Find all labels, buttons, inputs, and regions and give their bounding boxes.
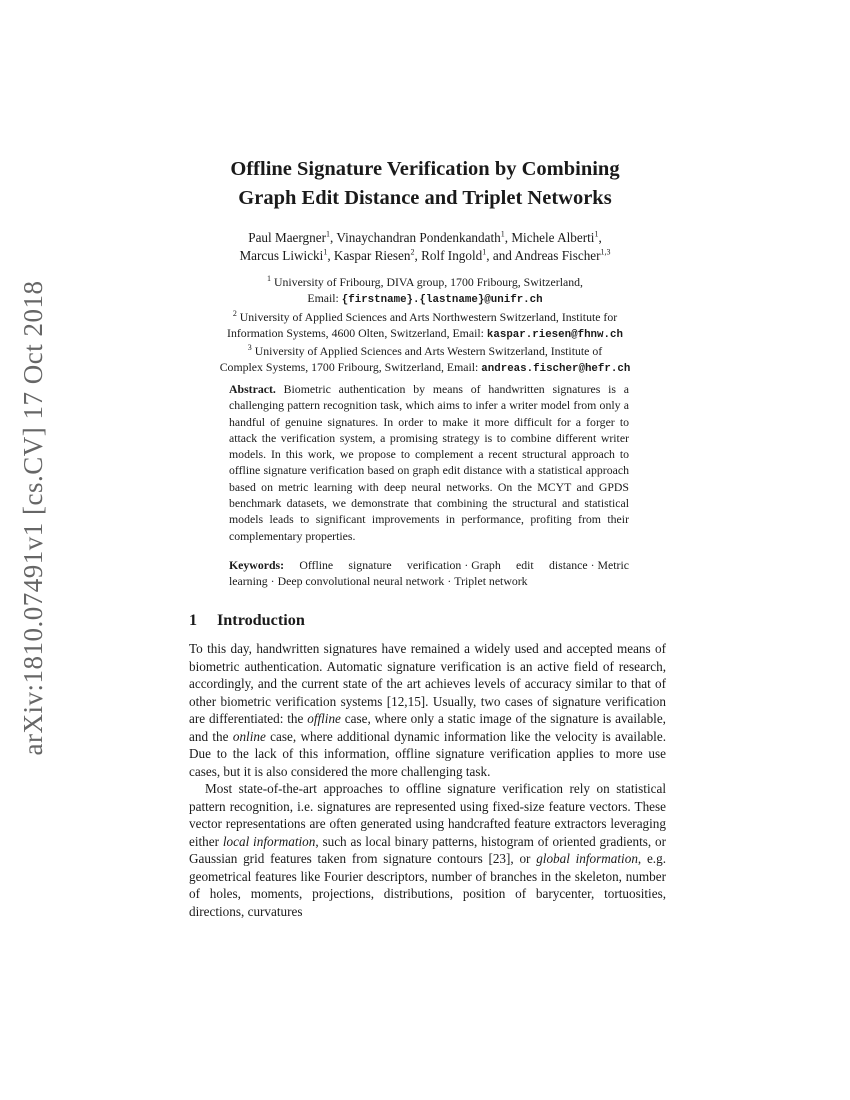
author-affil-mark: 1 [482,247,487,257]
affiliation [150,343,700,378]
keyword-separator: · [590,557,595,572]
emph-text: online [232,728,266,744]
author-line [150,247,700,265]
author-separator: , [504,230,512,245]
author-separator: , [486,248,493,263]
emph-text: offline [307,711,341,726]
body-text-run: , e.g. geometrical features like Fourier descriptors, number of branches in the skeleton, number of holes, moments, projections, distributions, position of barycenter, tortuosities, directions, curvatures [189,851,666,919]
affiliation [150,274,700,309]
email-address: kaspar.riesen@fhnw.ch [486,328,623,341]
abstract-paragraph [229,381,629,544]
affiliation-line [150,343,700,359]
affiliation-text: Complex Systems, 1700 Fribourg, Switzerland, Email: [219,360,482,375]
author-affil-mark: 2 [410,247,415,257]
affiliation-line [150,359,700,377]
emph-text: local information [222,833,316,849]
section-number: 1 [189,611,198,629]
emph-text: global information [536,851,638,866]
body-text-run: case, where only a static image of the signature is available, and the [189,711,666,744]
author-name: Paul Maergner [248,230,326,245]
keyword: Metric learning [229,557,629,589]
author-affil-mark: 1 [323,247,328,257]
author-and: and [492,248,512,263]
affiliation-line [150,274,700,290]
author-list [150,229,700,265]
section-heading [189,611,305,630]
affiliation-text: Information Systems, 4600 Olten, Switzerland, Email: [227,325,487,340]
keyword: Deep convolutional neural network [277,574,445,589]
author-separator: , [330,230,337,245]
author-affil-mark: 1 [500,229,505,239]
author-affil-mark: 1 [594,229,599,239]
affiliation-mark: 2 [232,308,237,318]
author-separator: , [598,230,602,245]
abstract-label: Abstract. [229,382,276,396]
email-address: {firstname}.{lastname}@unifr.ch [341,294,543,307]
author-name: Marcus Liwicki [239,248,324,263]
keyword-separator: · [464,557,469,572]
keyword-separator: · [270,574,275,589]
affiliation-line [150,309,700,325]
body-text [189,640,666,920]
affiliation [150,309,700,344]
body-text-run: , such as local binary patterns, histogram of oriented gradients, or Gaussian grid features taken from signature contours [23], or [189,833,666,866]
abstract-text: Biometric authentication by means of handwritten signatures is a challenging pattern recognition task, which aims to infer a writer model from only a handful of genuine signatures. In order to make it more difficult for a forger to attack the verification system, a promising strategy is to combine different writer models. In this work, we propose to complement a recent structural approach to offline signature verification based on graph edit distance with a statistical approach based on metric learning with deep neural networks. On the MCYT and GPDS benchmark datasets, we demonstrate that combining the structural and statistical models leads to significant improvements in performance, profiting from their complementary properties. [229,382,630,543]
author-line [150,229,700,247]
keyword-separator: · [447,574,452,589]
author-separator: , [327,248,334,263]
affiliation-text: Email: [307,291,342,306]
body-text-run: Most state-of-the-art approaches to offline signature verification rely on statistical pattern recognition, i.e. signatures are represented using fixed-size feature vectors. These vector representations are often generated using handcrafted feature extractors leveraging either [189,781,666,849]
abstract-block [229,381,629,590]
author-name: Kaspar Riesen [333,248,411,263]
affiliation-line [150,325,700,343]
author-separator: , [414,248,422,263]
body-paragraph [189,780,666,920]
title-line: Offline Signature Verification by Combining [230,158,620,180]
affiliation-mark: 3 [247,343,252,353]
body-text-run: To this day, handwritten signatures have remained a widely used and accepted means of biometric authentication. Automatic signature verification is an active field of research, accordingly, and the current state of the art achieves levels of accuracy similar to that of other biometric verification systems [12,15]. Usually, two cases of signature verification are differentiated: the [189,641,666,726]
keyword: Graph edit distance [471,557,588,572]
author-affil-mark: 1,3 [600,247,611,257]
keywords-label: Keywords: [229,557,285,572]
keyword: Offline signature verification [299,557,462,572]
affiliation-list [150,274,700,378]
affiliation-line [150,290,700,308]
author-name: Vinaychandran Pondenkandath [336,230,501,245]
author-name: Rolf Ingold [421,248,483,263]
affiliation-text: University of Applied Sciences and Arts Western Switzerland, Institute of [254,344,603,359]
affiliation-text: University of Fribourg, DIVA group, 1700 Fribourg, Switzerland, [273,275,583,289]
author-name: Andreas Fischer [514,248,601,263]
keywords-paragraph [229,557,629,590]
affiliation-text: University of Applied Sciences and Arts Northwestern Switzerland, Institute for [239,309,618,324]
keyword: Triplet network [454,574,528,589]
section-title: Introduction [217,611,305,629]
body-paragraph [189,640,666,780]
author-name: Michele Alberti [511,230,595,245]
paper-title [150,155,700,213]
author-affil-mark: 1 [326,229,330,239]
affiliation-mark: 1 [267,274,272,284]
arxiv-identifier: arXiv:1810.07491v1 [cs.CV] 17 Oct 2018 [18,280,48,756]
body-text-run: case, where additional dynamic information like the velocity is available. Due to the lack of this information, offline signature verification applies to more use cases, but it is also considered the more challenging task. [189,728,666,779]
email-address: andreas.fischer@hefr.ch [481,363,631,376]
title-line: Graph Edit Distance and Triplet Networks [238,187,612,209]
